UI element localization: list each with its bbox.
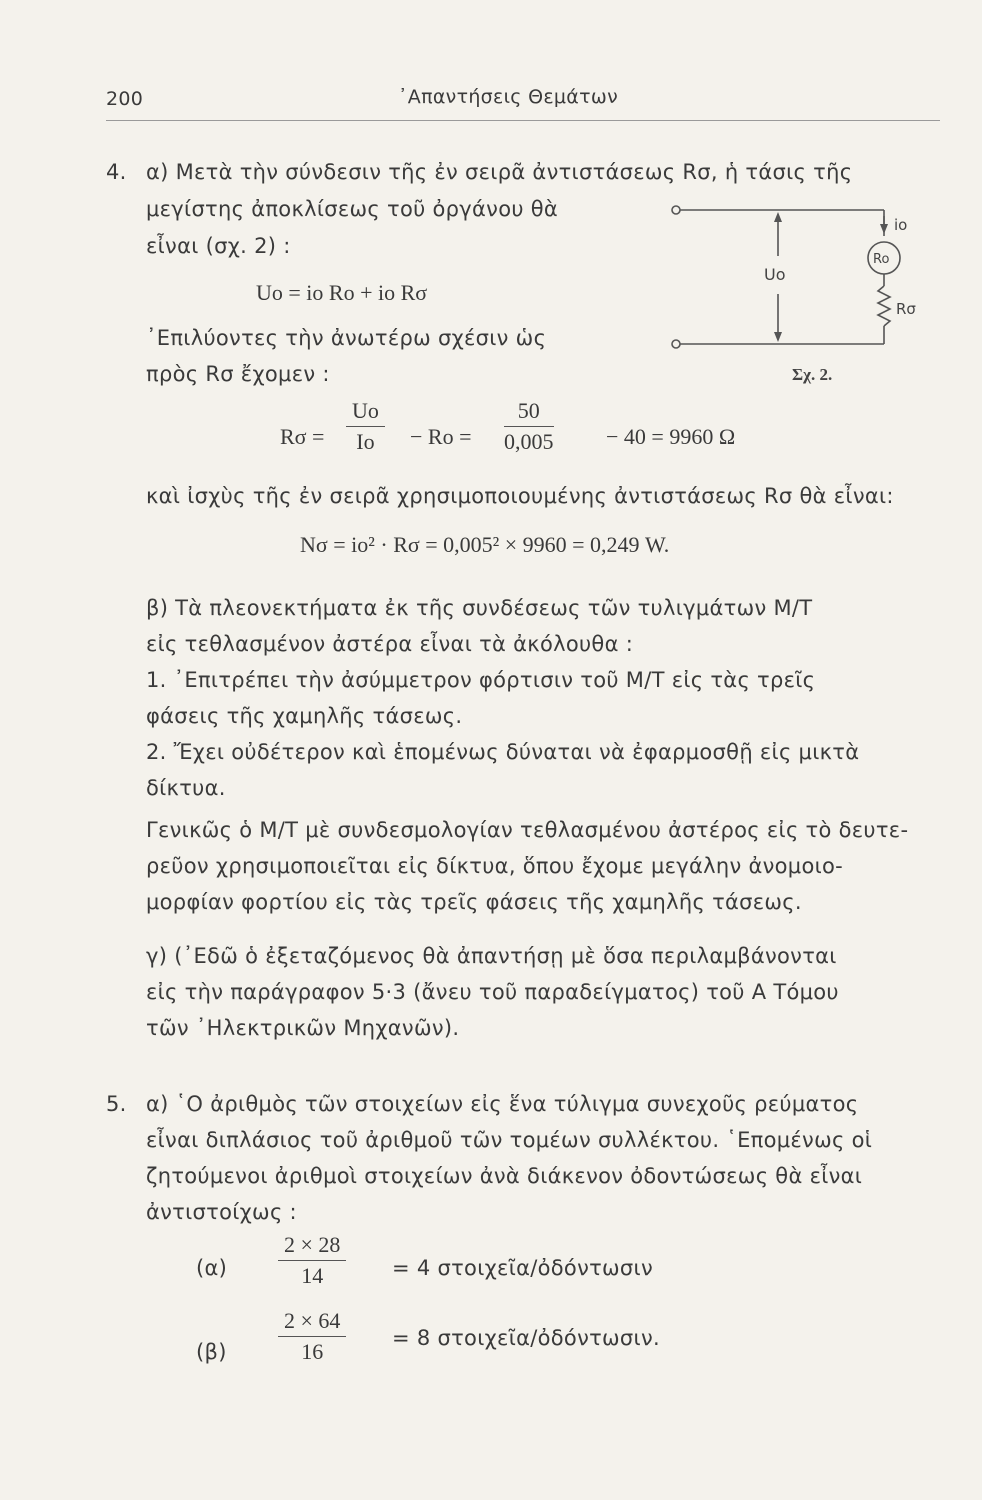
q5-a-line2: εἶναι διπλάσιος τοῦ ἀριθμοῦ τῶν τομέων συλλέκτου. ῾Επομένως οἱ <box>146 1128 873 1152</box>
page-number: 200 <box>106 88 144 110</box>
q4-eq2-fraction-1 <box>346 398 385 455</box>
q4-solve-line1: ᾿Επιλύοντες τὴν ἀνωτέρω σχέσιν ὡς <box>146 326 547 350</box>
q5-example-a-label: (α) <box>196 1256 228 1280</box>
q5-example-b-label: (β) <box>196 1340 227 1364</box>
q4-b-item1-line2: φάσεις τῆς χαμηλῆς τάσεως. <box>146 704 463 728</box>
q4-c-line1: γ) (᾿Εδῶ ὁ ἐξεταζόμενος θὰ ἀπαντήσῃ μὲ ὅσα περιλαμβάνονται <box>146 944 837 968</box>
q4-equation-3: Nσ = iο² · Rσ = 0,005² × 9960 = 0,249 W. <box>300 532 670 557</box>
q4-b-line1: β) Τὰ πλεονεκτήματα ἐκ τῆς συνδέσεως τῶν τυλιγμάτων M/T <box>146 596 813 620</box>
top-terminal <box>672 206 680 214</box>
bottom-terminal <box>672 340 680 348</box>
q4-eq2-lhs: Rσ = <box>280 424 325 449</box>
q5-a-line1: α) ῾Ο ἀριθμὸς τῶν στοιχείων εἰς ἕνα τύλιγμα συνεχοῦς ρεύματος <box>146 1092 859 1116</box>
q5-ex-b-den: 16 <box>301 1339 324 1364</box>
q4-a-line2: μεγίστης ἀποκλίσεως τοῦ ὀργάνου θὰ <box>146 197 559 221</box>
label-rs: Rσ <box>896 300 916 318</box>
q4-number: 4. <box>106 160 127 184</box>
circuit-diagram <box>660 196 960 396</box>
q4-b-line2: εἰς τεθλασμένον ἀστέρα εἶναι τὰ ἀκόλουθα : <box>146 632 634 656</box>
q4-c-line3: τῶν ᾿Ηλεκτρικῶν Μηχανῶν). <box>146 1016 460 1040</box>
q4-eq2-f2-den: 0,005 <box>504 429 554 454</box>
q5-example-b-result: = 8 στοιχεῖα/ὀδόντωσιν. <box>392 1326 660 1350</box>
rs-resistor <box>878 286 890 326</box>
q5-number: 5. <box>106 1092 127 1116</box>
q4-eq2-mid: − Rο = <box>410 424 472 449</box>
q5-ex-a-num: 2 × 28 <box>278 1232 346 1261</box>
q5-ex-b-num: 2 × 64 <box>278 1308 346 1337</box>
label-io: io <box>894 216 908 234</box>
q4-b-item2-line1: 2. Ἔχει οὐδέτερον καὶ ἑπομένως δύναται νὰ ἐφαρμοσθῇ εἰς μικτὰ <box>146 740 860 764</box>
q5-a-line3: ζητούμενοι ἀριθμοὶ στοιχείων ἀνὰ διάκενον ὀδοντώσεως θὰ εἶναι <box>146 1164 863 1188</box>
q4-b-para-line1: Γενικῶς ὁ M/T μὲ συνδεσμολογίαν τεθλασμένου ἀστέρος εἰς τὸ δευτε- <box>146 818 909 842</box>
q4-eq2-f1-den: Iο <box>356 429 375 454</box>
q5-a-line4: ἀντιστοίχως : <box>146 1200 297 1224</box>
q4-eq2-fraction-2 <box>504 398 554 455</box>
q4-a-line1: α) Μετὰ τὴν σύνδεσιν τῆς ἐν σειρᾶ ἀντιστάσεως Rσ, ἡ τάσις τῆς <box>146 160 853 184</box>
q5-example-b-fraction <box>278 1308 346 1365</box>
label-uo: Uo <box>764 265 786 284</box>
current-arrow <box>880 224 888 234</box>
q4-b-item2-line2: δίκτυα. <box>146 776 226 800</box>
q4-b-para-line3: μορφίαν φορτίου εἰς τὰς τρεῖς φάσεις τῆς χαμηλῆς τάσεως. <box>146 890 802 914</box>
q4-c-line2: εἰς τὴν παράγραφον 5·3 (ἄνευ τοῦ παραδείγματος) τοῦ Α Τόμου <box>146 980 839 1004</box>
q5-ex-a-den: 14 <box>301 1263 324 1288</box>
q4-solve-line2: πρὸς Rσ ἔχομεν : <box>146 362 330 386</box>
q4-eq2-f2-num: 50 <box>504 398 554 427</box>
header-rule <box>106 120 940 121</box>
voltage-arrow-down <box>774 332 782 342</box>
q5-example-a-result: = 4 στοιχεῖα/ὀδόντωσιν <box>392 1256 653 1280</box>
q5-example-a-fraction <box>278 1232 346 1289</box>
q4-b-para-line2: ρεῦον χρησιμοποιεῖται εἰς δίκτυα, ὅπου ἔχομε μεγάλην ἀνομοιο- <box>146 854 844 878</box>
q4-equation-1: Uο = iο Rο + iο Rσ <box>256 280 428 305</box>
voltage-arrow-up <box>774 212 782 222</box>
running-title: ᾿Απαντήσεις Θεμάτων <box>398 86 618 108</box>
label-ro: Ro <box>873 252 890 267</box>
q4-power-line: καὶ ἰσχὺς τῆς ἐν σειρᾶ χρησιμοποιουμένης ἀντιστάσεως Rσ θὰ εἶναι: <box>146 484 894 508</box>
q4-eq2-f1-num: Uο <box>346 398 385 427</box>
figure-caption: Σχ. 2. <box>792 365 833 384</box>
q4-eq2-rhs: − 40 = 9960 Ω <box>606 424 736 449</box>
q4-a-line3: εἶναι (σχ. 2) : <box>146 234 291 258</box>
q4-b-item1-line1: 1. ᾿Επιτρέπει τὴν ἀσύμμετρον φόρτισιν τοῦ M/T εἰς τὰς τρεῖς <box>146 668 816 692</box>
